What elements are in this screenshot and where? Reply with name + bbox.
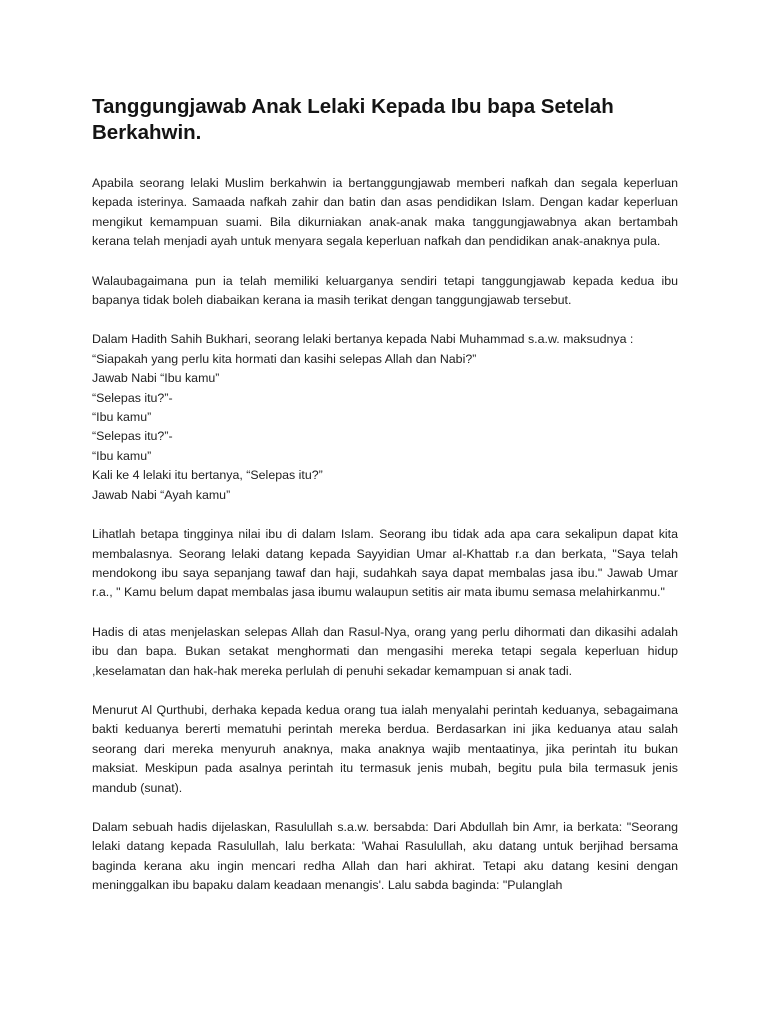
paragraph-1: Apabila seorang lelaki Muslim berkahwin ia bertanggungjawab memberi nafkah dan segala keperluan kepada isterinya. Samaada nafkah zahir dan batin dan asas pendidikan Islam. Dengan kadar keperluan mengikut kemampuan suami. Bila dikurniakan anak-anak maka tanggungjawabnya akan bertambah kerana telah menjadi ayah untuk menyara segala keperluan nafkah dan pendidikan anak-anaknya pula.	[92, 176, 678, 249]
hadith-line: “Selepas itu?”-	[92, 429, 173, 444]
hadith-line: “Ibu kamu”	[92, 448, 152, 463]
paragraph-3: Lihatlah betapa tingginya nilai ibu di dalam Islam. Seorang ibu tidak ada apa cara sekalipun dapat kita membalasnya. Seorang lelaki datang kepada Sayyidian Umar al-Khattab r.a dan berkata, "Saya telah mendokong ibu saya sepanjang tawaf dan haji, sudahkah saya dapat membalas jasa ibu." Jawab Umar r.a., " Kamu belum dapat membalas jasa ibumu walaupun setitis air mata ibumu semasa melahirkanmu."	[92, 527, 678, 600]
paragraph-6: Dalam sebuah hadis dijelaskan, Rasulullah s.a.w. bersabda: Dari Abdullah bin Amr, ia berkata: "Seorang lelaki datang kepada Rasulullah, lalu berkata: 'Wahai Rasulullah, aku datang untuk berjihad bersama baginda kerana aku ingin mencari redha Allah dan hari akhirat. Tetapi aku datang kesini dengan meninggalkan ibu bapaku dalam keadaan menangis'. Lalu sabda baginda: "Pulanglah	[92, 819, 678, 893]
paragraph-5: Menurut Al Qurthubi, derhaka kepada kedua orang tua ialah menyalahi perintah keduanya, sebagaimana bakti keduanya bererti mematuhi perintah mereka berdua. Berdasarkan ini jika keduanya atau salah seorang dari mereka menyuruh anaknya, maka anaknya wajib mentaatinya, jika perintah itu bukan maksiat. Meskipun pada asalnya perintah itu termasuk jenis mubah, begitu pula bila termasuk jenis mandub (sunat).	[92, 702, 678, 795]
paragraph-4: Hadis di atas menjelaskan selepas Allah dan Rasul-Nya, orang yang perlu dihormati dan dikasihi adalah ibu dan bapa. Bukan setakat menghormati dan mengasihi mereka tetapi segala keperluan hidup ,keselamatan dan hak-hak mereka perlulah di penuhi sekadar kemampuan si anak tadi.	[92, 624, 678, 678]
document-body	[92, 94, 678, 916]
hadith-line: Jawab Nabi “Ibu kamu”	[92, 371, 220, 386]
hadith-line: Kali ke 4 lelaki itu bertanya, “Selepas itu?”	[92, 468, 323, 483]
hadith-line: Jawab Nabi “Ayah kamu”	[92, 487, 231, 502]
hadith-line: “Ibu kamu”	[92, 410, 152, 425]
hadith-dialogue	[92, 330, 678, 505]
paragraph-2: Walaubagaimana pun ia telah memiliki keluarganya sendiri tetapi tanggungjawab kepada kedua ibu bapanya tidak boleh diabaikan kerana ia masih terikat dengan tanggungjawab tersebut.	[92, 273, 678, 308]
hadith-line: “Selepas itu?”-	[92, 390, 173, 405]
page-title: Tanggungjawab Anak Lelaki Kepada Ibu bapa Setelah Berkahwin.	[92, 95, 614, 144]
hadith-line: “Siapakah yang perlu kita hormati dan kasihi selepas Allah dan Nabi?”	[92, 351, 477, 366]
hadith-line: Dalam Hadith Sahih Bukhari, seorang lelaki bertanya kepada Nabi Muhammad s.a.w. maksudnya :	[92, 332, 634, 347]
